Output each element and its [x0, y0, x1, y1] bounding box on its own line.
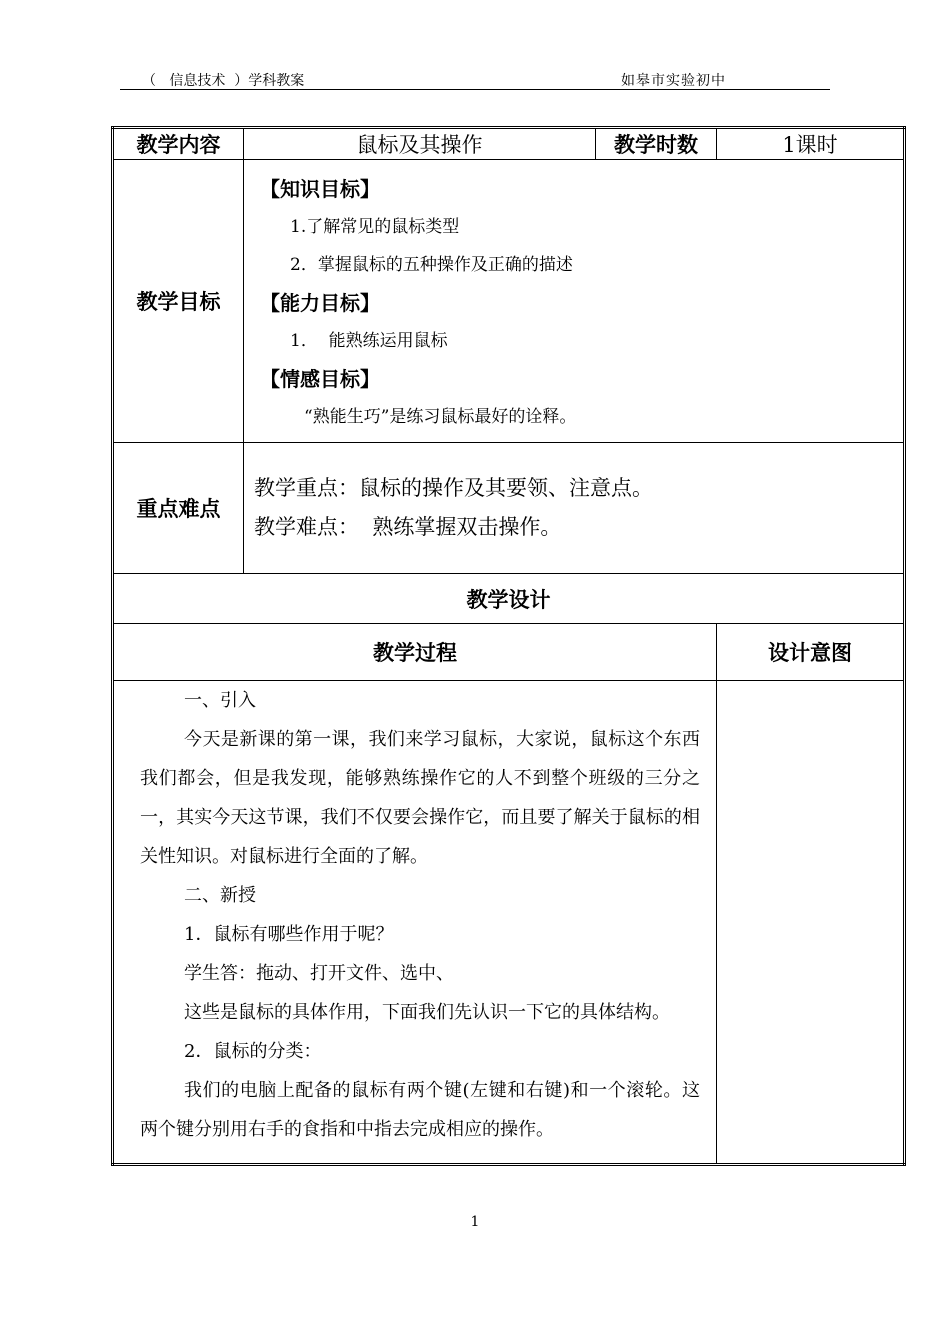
emotion-goal-title: 【情感目标】 — [260, 367, 380, 391]
content-label: 教学内容 — [113, 128, 244, 160]
key-points-content — [244, 443, 905, 574]
process-header: 教学过程 — [113, 624, 717, 681]
page-number: 1 — [470, 1214, 480, 1230]
hours-label: 教学时数 — [596, 128, 717, 160]
process-paragraph: 二、新授 — [184, 885, 256, 906]
process-paragraph: 2．鼠标的分类： — [184, 1041, 322, 1062]
process-paragraph: 一、引入 — [184, 690, 256, 711]
design-header-row — [113, 624, 905, 681]
objectives-content — [244, 160, 905, 443]
content-value: 鼠标及其操作 — [244, 128, 596, 160]
header-school: 如皋市实验初中 — [621, 73, 726, 89]
ability-goal-item: 1． 能熟练运用鼠标 — [290, 331, 448, 351]
design-title-row — [113, 574, 905, 624]
header-rule — [120, 89, 830, 90]
intent-content — [717, 681, 905, 1165]
process-paragraph: 学生答：拖动、打开文件、选中、 — [184, 963, 454, 984]
design-title: 教学设计 — [113, 574, 905, 624]
lesson-plan-table — [111, 126, 906, 1166]
process-paragraph: 今天是新课的第一课，我们来学习鼠标，大家说，鼠标这个东西我们都会，但是我发现，能够熟练操作它的人不到整个班级的三分之一，其实今天这节课，我们不仅要会操作它，而且要了解关于鼠标的相关性知识。对鼠标进行全面的了解。 — [140, 729, 700, 867]
emotion-goal-item: “熟能生巧”是练习鼠标最好的诠释。 — [304, 407, 577, 427]
objectives-row — [113, 160, 905, 443]
hours-value: 1课时 — [717, 128, 905, 160]
objectives-label: 教学目标 — [113, 160, 244, 443]
key-points-label: 重点难点 — [113, 443, 244, 574]
key-points-row — [113, 443, 905, 574]
process-paragraph: 1．鼠标有哪些作用于呢？ — [184, 924, 394, 945]
content-row — [113, 128, 905, 160]
intent-header: 设计意图 — [717, 624, 905, 681]
knowledge-goal-item: 2．掌握鼠标的五种操作及正确的描述 — [290, 255, 573, 275]
process-paragraph: 这些是鼠标的具体作用，下面我们先认识一下它的具体结构。 — [184, 1002, 670, 1023]
process-row — [113, 681, 905, 1165]
ability-goal-title: 【能力目标】 — [260, 291, 380, 315]
process-paragraph: 我们的电脑上配备的鼠标有两个键(左键和右键)和一个滚轮。这两个键分别用右手的食指和中指去完成相应的操作。 — [140, 1080, 700, 1140]
teaching-difficulty: 教学难点： 熟练掌握双击操作。 — [254, 515, 562, 539]
knowledge-goal-item: 1.了解常见的鼠标类型 — [290, 217, 460, 237]
knowledge-goal-title: 【知识目标】 — [260, 177, 380, 201]
header-subject: （ 信息技术 ）学科教案 — [142, 73, 305, 89]
teaching-focus: 教学重点：鼠标的操作及其要领、注意点。 — [254, 476, 653, 500]
process-content — [113, 681, 717, 1165]
